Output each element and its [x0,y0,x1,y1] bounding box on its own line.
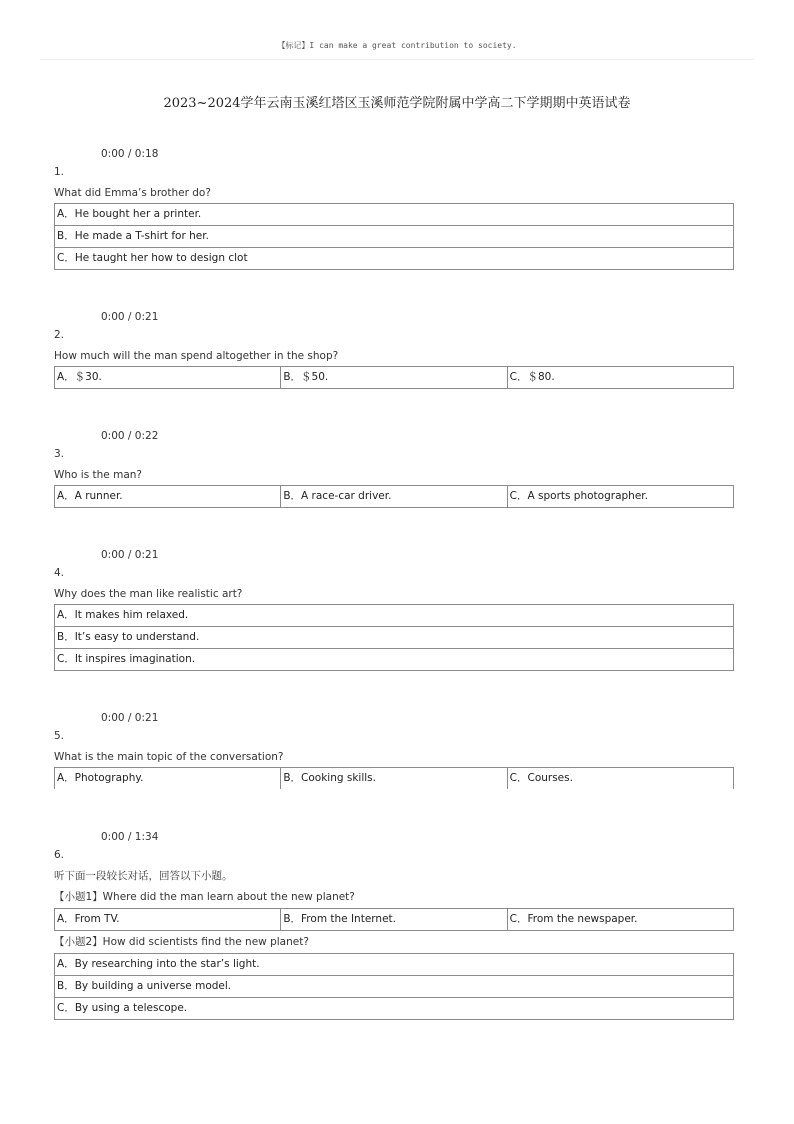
option-a[interactable]: A．He bought her a printer. [57,208,202,220]
question-text: Who is the man? [54,469,142,481]
options-table [54,366,734,389]
option-b[interactable]: B．It’s easy to understand. [57,631,200,643]
option-row [55,367,733,389]
option-row[interactable] [55,226,733,248]
options-table [54,203,734,270]
option-row[interactable] [55,605,733,627]
option-b[interactable]: B．A race-car driver. [280,486,506,507]
option-row[interactable] [55,204,733,226]
option-a[interactable]: A．Photography. [57,772,144,784]
audio-player-6[interactable]: 0:00 / 1:34 [101,831,159,843]
question-number: 5. [54,730,65,742]
question-text: How much will the man spend altogether in the shop? [54,350,339,362]
options-table [54,953,734,1020]
question-number: 2. [54,329,65,341]
option-row[interactable] [55,976,733,998]
question-6 [54,829,734,1020]
option-row [55,486,733,508]
subquestion-1-text: 【小题1】Where did the man learn about the new planet? [54,891,355,903]
option-b[interactable]: B．From the Internet. [280,909,506,930]
option-row[interactable] [55,998,733,1020]
options-table [54,604,734,671]
subquestion-2-text: 【小题2】How did scientists find the new planet? [54,936,309,948]
question-text: What is the main topic of the conversation? [54,751,284,763]
question-text: What did Emma’s brother do? [54,187,211,199]
option-b[interactable]: B．Cooking skills. [280,768,506,789]
question-number: 4. [54,567,65,579]
question-5 [54,710,734,789]
option-a[interactable]: A．A runner. [57,490,123,502]
audio-player-2[interactable]: 0:00 / 0:21 [101,311,159,323]
question-3 [54,428,734,508]
option-row[interactable] [55,248,733,270]
exam-title: 2023~2024学年云南玉溪红塔区玉溪师范学院附属中学高二下学期期中英语试卷 [163,96,631,111]
option-c[interactable]: C．He taught her how to design clot [57,252,248,264]
option-b[interactable]: B．By building a universe model. [57,980,232,992]
option-a[interactable]: A．It makes him relaxed. [57,609,189,621]
option-c[interactable]: C．Courses. [507,768,733,789]
options-table [54,767,734,789]
question-number: 6. [54,849,65,861]
option-a[interactable]: A．＄30. [57,371,102,383]
page-header: 【标记】I can make a great contribution to society. [277,41,517,50]
option-row[interactable] [55,649,733,671]
option-row [55,909,733,931]
option-c[interactable]: C．It inspires imagination. [57,653,196,665]
audio-player-3[interactable]: 0:00 / 0:22 [101,430,159,442]
audio-player-4[interactable]: 0:00 / 0:21 [101,549,159,561]
option-c[interactable]: C．By using a telescope. [57,1002,188,1014]
question-text: Why does the man like realistic art? [54,588,243,600]
option-c[interactable]: C．A sports photographer. [507,486,733,507]
option-row[interactable] [55,627,733,649]
option-row[interactable] [55,954,733,976]
options-table [54,908,734,931]
question-2 [54,309,734,389]
audio-player-5[interactable]: 0:00 / 0:21 [101,712,159,724]
header-divider [40,59,754,60]
option-b[interactable]: B．＄50. [280,367,506,388]
option-a[interactable]: A．From TV. [57,913,120,925]
option-row [55,768,733,789]
audio-player-1[interactable]: 0:00 / 0:18 [101,148,159,160]
question-number: 1. [54,166,65,178]
option-b[interactable]: B．He made a T-shirt for her. [57,230,209,242]
option-c[interactable]: C．From the newspaper. [507,909,733,930]
question-number: 3. [54,448,65,460]
question-instruction: 听下面一段较长对话，回答以下小题。 [54,870,233,882]
question-4 [54,547,734,671]
question-1 [54,146,734,270]
option-a[interactable]: A．By researching into the star’s light. [57,958,260,970]
options-table [54,485,734,508]
option-c[interactable]: C．＄80. [507,367,733,388]
